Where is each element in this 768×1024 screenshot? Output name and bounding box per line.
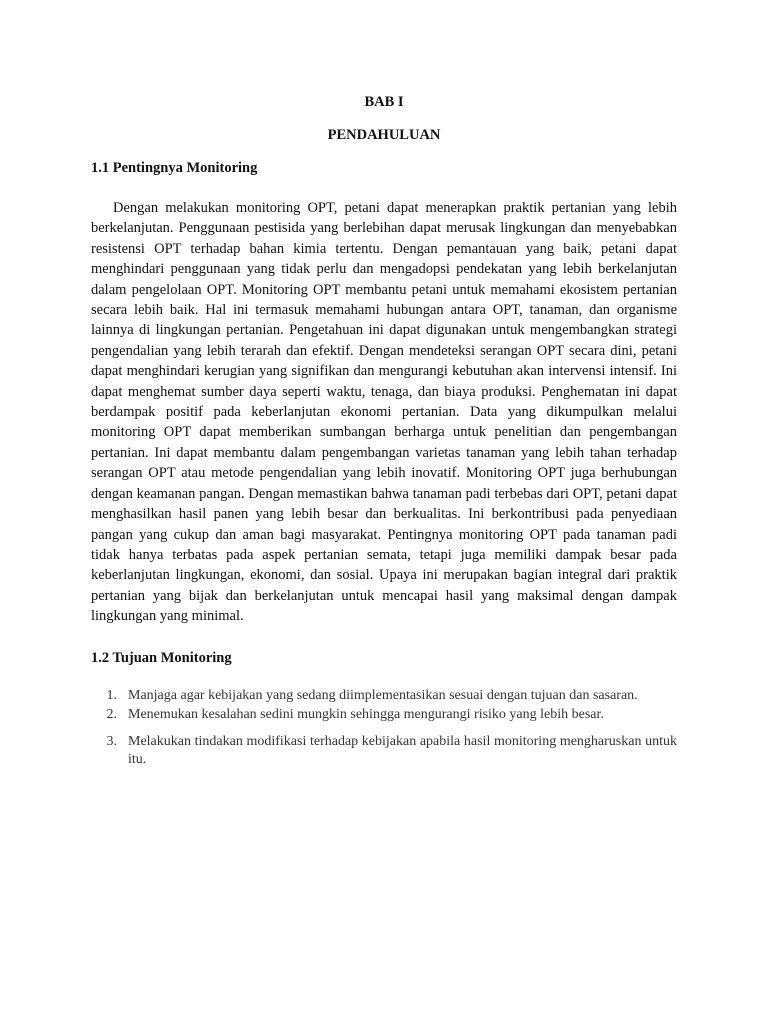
list-item [91, 706, 677, 724]
list-item-number: 3. [106, 733, 117, 749]
list-item-number: 2. [106, 706, 117, 722]
section-heading-tujuan: 1.2 Tujuan Monitoring [91, 649, 232, 666]
list-item-text: Menemukan kesalahan sedini mungkin sehingga mengurangi risiko yang lebih besar. [128, 706, 604, 722]
chapter-title: PENDAHULUAN [327, 127, 441, 143]
list-item [91, 687, 677, 705]
page-content [91, 92, 677, 769]
list-item [91, 733, 677, 769]
list-item-text: Manjaga agar kebijakan yang sedang diimplementasikan sesuai dengan tujuan dan sasaran. [128, 687, 638, 703]
chapter-label: BAB I [364, 94, 404, 110]
list-item-text: Melakukan tindakan modifikasi terhadap kebijakan apabila hasil monitoring mengharuskan untuk itu. [128, 733, 677, 767]
goal-list [91, 687, 677, 769]
list-item-number: 1. [106, 687, 117, 703]
body-paragraph: Dengan melakukan monitoring OPT, petani dapat menerapkan praktik pertanian yang lebih berkelanjutan. Penggunaan pestisida yang berlebihan dapat merusak lingkungan dan menyebabkan resistensi OPT terhadap bahan kimia tertentu. Dengan pemantauan yang baik, petani dapat menghindari penggunaan yang tidak perlu dan mengadopsi pendekatan yang lebih berkelanjutan dalam pengelolaan OPT. Monitoring OPT membantu petani untuk memahami ekosistem pertanian secara lebih baik. Hal ini termasuk memahami hubungan antara OPT, tanaman, dan organisme lainnya di lingkungan pertanian. Pengetahuan ini dapat digunakan untuk mengembangkan strategi pengendalian yang lebih terarah dan efektif. Dengan mendeteksi serangan OPT secara dini, petani dapat menghindari kerugian yang signifikan dan mengurangi kebutuhan akan intervensi intensif. Ini dapat menghemat sumber daya seperti waktu, tenaga, dan biaya produksi. Penghematan ini dapat berdampak positif pada keberlanjutan ekonomi pertanian. Data yang dikumpulkan melalui monitoring OPT dapat memberikan sumbangan berharga untuk penelitian dan pengembangan pertanian. Ini dapat membantu dalam pengembangan varietas tanaman yang lebih tahan terhadap serangan OPT atau metode pengendalian yang lebih inovatif. Monitoring OPT juga berhubungan dengan keamanan pangan. Dengan memastikan bahwa tanaman padi terbebas dari OPT, petani dapat menghasilkan hasil panen yang lebih besar dan berkualitas. Ini berkontribusi pada penyediaan pangan yang cukup dan aman bagi masyarakat. Pentingnya monitoring OPT pada tanaman padi tidak hanya terbatas pada aspek pertanian semata, tetapi juga memiliki dampak besar pada keberlanjutan lingkungan, ekonomi, dan sosial. Upaya ini merupakan bagian integral dari praktik pertanian yang bijak dan berkelanjutan untuk mencapai hasil yang maksimal dengan dampak lingkungan yang minimal. [91, 200, 677, 625]
section-heading-pentingnya: 1.1 Pentingnya Monitoring [91, 160, 258, 176]
